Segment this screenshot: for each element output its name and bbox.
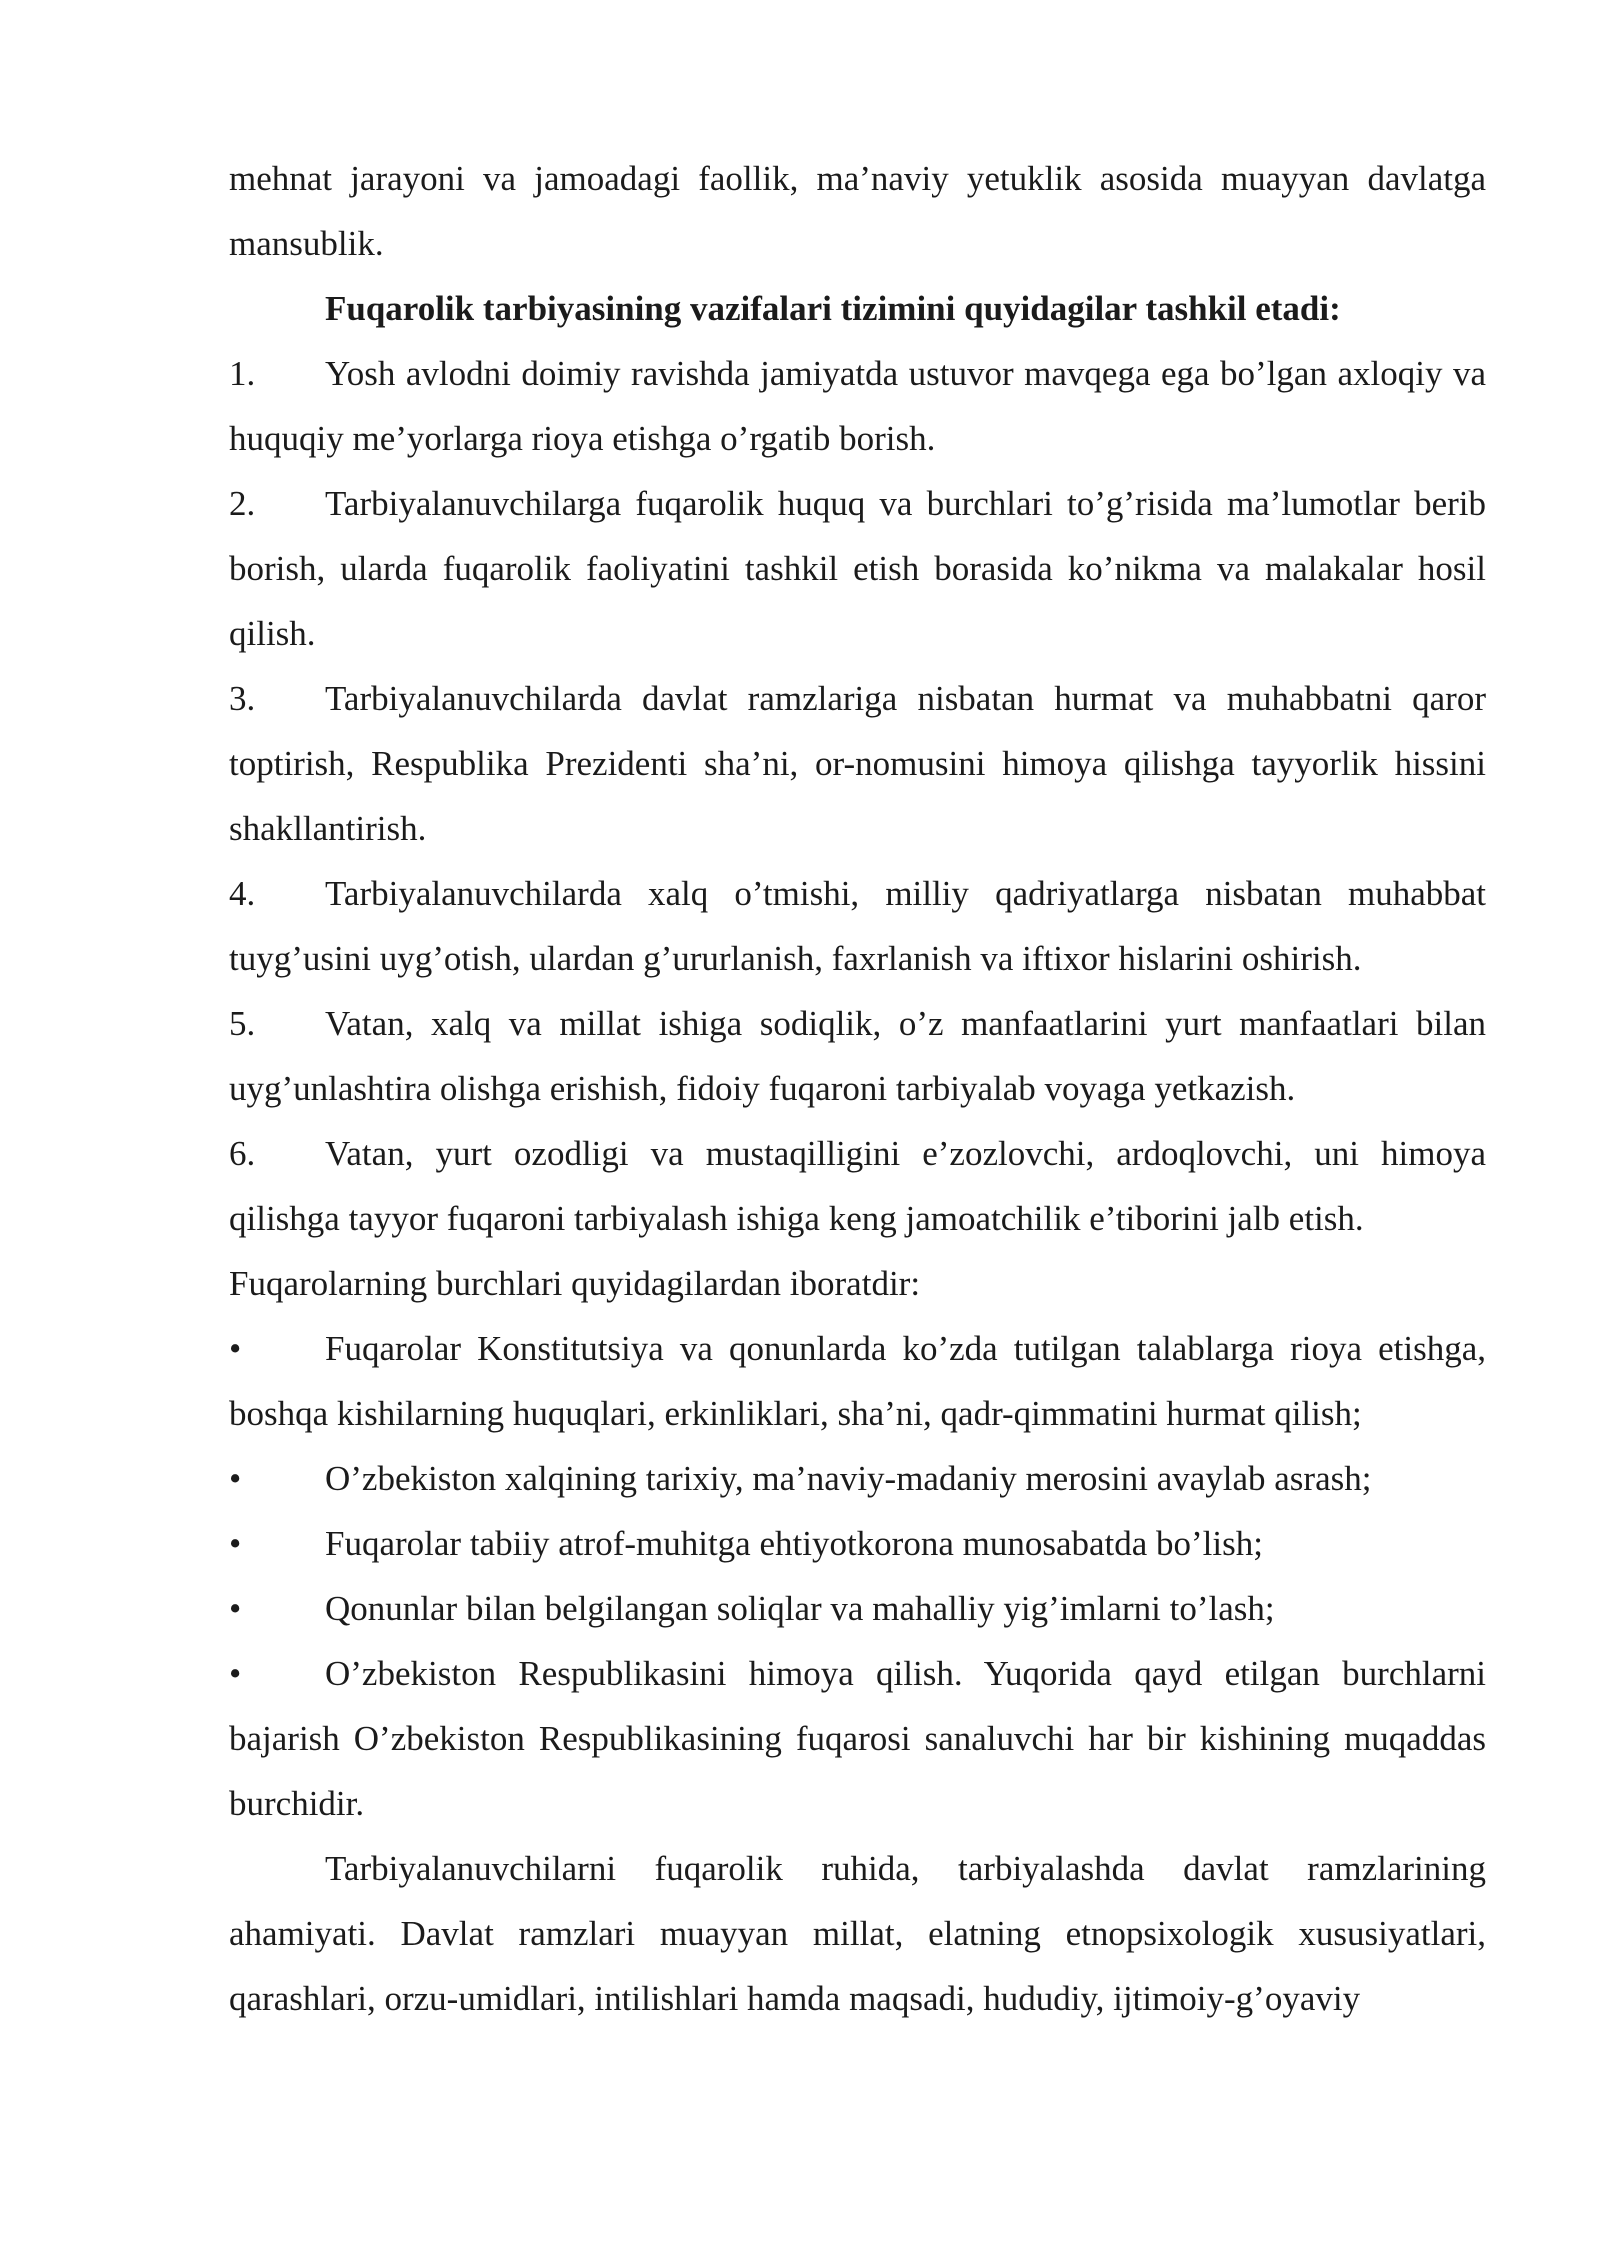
- list-item: [229, 991, 1486, 1121]
- list-item: [229, 471, 1486, 666]
- list-item-text: Tarbiyalanuvchilarga fuqarolik huquq va burchlari to’g’risida ma’lumotlar berib borish, ularda fuqarolik faoliyatini tashkil etish borasida ko’nikma va malakalar hosil qilish.: [229, 484, 1486, 653]
- list-item: [229, 1121, 1486, 1251]
- bullet-item: [229, 1446, 1486, 1511]
- list-item-text: Tarbiyalanuvchilarda xalq o’tmishi, milliy qadriyatlarga nisbatan muhabbat tuyg’usini uyg’otish, ulardan g’ururlanish, faxrlanish va iftixor hislarini oshirish.: [229, 874, 1486, 978]
- list-item: [229, 666, 1486, 861]
- bullet-item-text: Fuqarolar Konstitutsiya va qonunlarda ko’zda tutilgan talablarga rioya etishga, boshqa kishilarning huquqlari, erkinliklari, sha’ni, qadr-qimmatini hurmat qilish;: [229, 1329, 1486, 1433]
- intro-paragraph: mehnat jarayoni va jamoadagi faollik, ma’naviy yetuklik asosida muayyan davlatga mansublik.: [229, 159, 1486, 263]
- bullet-item-text: Fuqarolar tabiiy atrof-muhitga ehtiyotkorona munosabatda bo’lish;: [325, 1524, 1263, 1563]
- bullet-icon: •: [229, 1589, 242, 1628]
- bullet-item-text: O’zbekiston xalqining tarixiy, ma’naviy-madaniy merosini avaylab asrash;: [325, 1459, 1372, 1498]
- bullet-item: [229, 1576, 1486, 1641]
- list-marker: 4.: [229, 874, 256, 913]
- bullet-item: [229, 1316, 1486, 1446]
- list-item-text: Vatan, yurt ozodligi va mustaqilligini e’zozlovchi, ardoqlovchi, uni himoya qilishga tayyor fuqaroni tarbiyalash ishiga keng jamoatchilik e’tiborini jalb etish.: [229, 1134, 1486, 1238]
- duties-list: [229, 1316, 1486, 1836]
- bullet-icon: •: [229, 1459, 242, 1498]
- bullet-icon: •: [229, 1329, 242, 1368]
- list-item-text: Yosh avlodni doimiy ravishda jamiyatda ustuvor mavqega ega bo’lgan axloqiy va huquqiy me’yorlarga rioya etishga o’rgatib borish.: [229, 354, 1486, 458]
- list-item-text: Tarbiyalanuvchilarda davlat ramzlariga nisbatan hurmat va muhabbatni qaror toptirish, Respublika Prezidenti sha’ni, or-nomusini himoya qilishga tayyorlik hissini shakllantirish.: [229, 679, 1486, 848]
- list-item: [229, 861, 1486, 991]
- list-marker: 1.: [229, 354, 256, 393]
- list-item: [229, 341, 1486, 471]
- bullet-item: [229, 1641, 1486, 1836]
- document-page: [229, 146, 1486, 2031]
- list-marker: 5.: [229, 1004, 256, 1043]
- list-marker: 2.: [229, 484, 256, 523]
- bullet-item-text: Qonunlar bilan belgilangan soliqlar va mahalliy yig’imlarni to’lash;: [325, 1589, 1275, 1628]
- list-item-text: Vatan, xalq va millat ishiga sodiqlik, o’z manfaatlarini yurt manfaatlari bilan uyg’unlashtira olishga erishish, fidoiy fuqaroni tarbiyalab voyaga yetkazish.: [229, 1004, 1486, 1108]
- tasks-list: [229, 341, 1486, 1251]
- bullet-item: [229, 1511, 1486, 1576]
- duties-intro: Fuqarolarning burchlari quyidagilardan iboratdir:: [229, 1264, 921, 1303]
- bullet-icon: •: [229, 1654, 242, 1693]
- list-marker: 6.: [229, 1134, 256, 1173]
- section-heading: Fuqarolik tarbiyasining vazifalari tizimini quyidagilar tashkil etadi:: [325, 289, 1341, 328]
- closing-paragraph: Tarbiyalanuvchilarni fuqarolik ruhida, tarbiyalashda davlat ramzlarining ahamiyati. Davlat ramzlari muayyan millat, elatning etnopsixologik xususiyatlari, qarashlari, orzu-umidlari, intilishlari hamda maqsadi, hududiy, ijtimoiy-g’oyaviy: [229, 1849, 1486, 2018]
- bullet-item-text: O’zbekiston Respublikasini himoya qilish. Yuqorida qayd etilgan burchlarni bajarish O’zbekiston Respublikasining fuqarosi sanaluvchi har bir kishining muqaddas burchidir.: [229, 1654, 1486, 1823]
- bullet-icon: •: [229, 1524, 242, 1563]
- list-marker: 3.: [229, 679, 256, 718]
